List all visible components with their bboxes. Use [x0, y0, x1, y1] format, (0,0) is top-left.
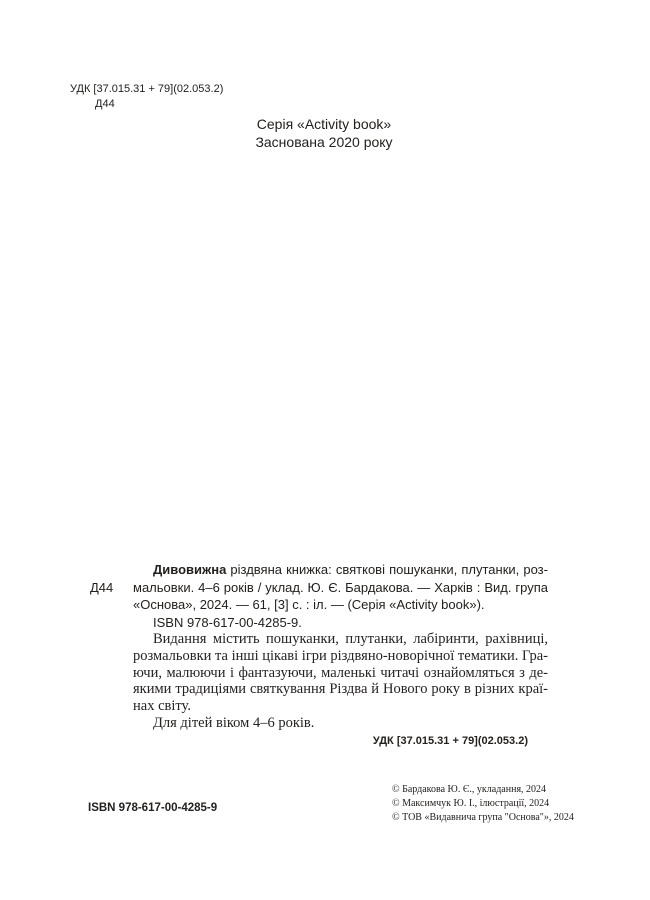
author-sign-card: Д44	[90, 579, 114, 595]
udc-number: УДК [37.015.31 + 79](02.053.2)	[70, 83, 224, 95]
record-title: Дивовижна	[153, 562, 227, 577]
udc-bottom: УДК [37.015.31 + 79](02.053.2)	[372, 734, 528, 747]
udc-block	[70, 82, 223, 112]
copyright-line-compiler: © Бардакова Ю. Є., укладання, 2024	[392, 784, 547, 795]
series-founded: Заснована 2020 року	[255, 134, 393, 150]
catalog-card-body	[133, 561, 548, 747]
bibliographic-record	[133, 561, 548, 614]
series-block	[0, 115, 648, 151]
annotation-text: Видання містить пошуканки, плутанки, лабіринти, рахівниці, розмальовки та інші цікаві ігри різдвяно-новорічної тематики. Граючи, малюючи і фантазуючи, маленькі читачі ознайомляться з деякими традиціями святкування Різдва й Нового року в різних країнах світу.	[133, 631, 548, 715]
copyright-line-illustrator: © Максимчук Ю. І., ілюстрації, 2024	[392, 797, 550, 809]
audience-note: Для дітей віком 4–6 років.	[153, 714, 315, 731]
author-sign: Д44	[95, 98, 115, 110]
footer-isbn: ISBN 978-617-00-4285-9	[88, 802, 218, 814]
copyright-block	[392, 783, 574, 825]
series-title: Серія «Activity book»	[256, 116, 392, 132]
catalog-card	[90, 561, 548, 747]
isbn-line: ISBN 978-617-00-4285-9.	[153, 614, 302, 630]
record-details: різдвяна книжка: святкові пошуканки, плутанки, розмальовки. 4–6 років / уклад. Ю. Є. Бардакова. — Харків : Вид. група «Основа», 2024. — 61, [3] с. : іл. — (Серія «Activity book»).	[133, 562, 548, 612]
copyright-line-publisher: © ТОВ «Видавнича група "Основа"», 2024	[392, 811, 574, 823]
